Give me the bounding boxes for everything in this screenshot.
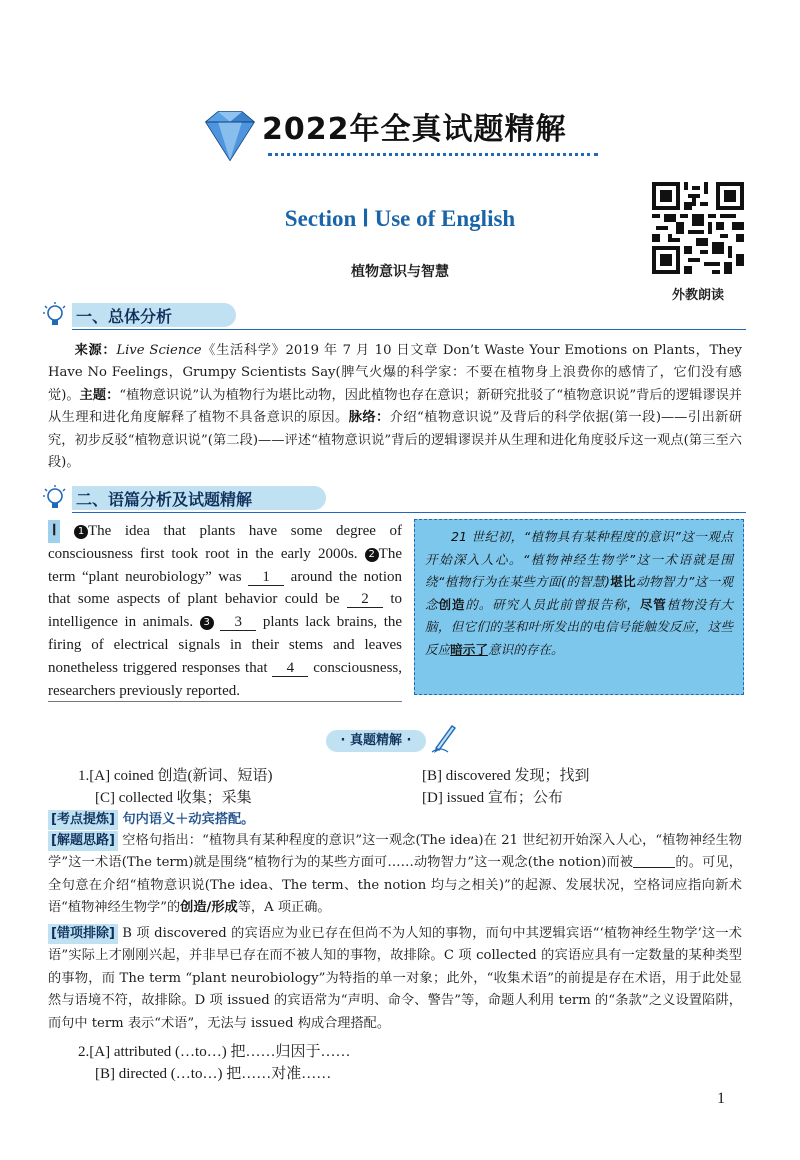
translation-box: 21 世纪初，“植物具有某种程度的意识”这一观点开始深入人心。“植物神经生物学”这一术语就是围绕“植物行为在某些方面(的智慧)堪比动物智力”这一观念创造的。研究人员此前曾报告称，尽管植物没有大脑，但它们的茎和叶所发出的电信号能触发反应，这些反应暗示了意识的存在。	[414, 519, 744, 695]
section-heading-label: 二、语篇分析及试题精解	[76, 490, 253, 509]
option-1a: 1.[A] coined 创造(新词、短语)	[78, 768, 273, 784]
page-number: 1	[717, 1090, 725, 1107]
option-1b: [B] discovered 发现；找到	[422, 768, 590, 784]
lightbulb-icon	[42, 484, 70, 512]
kaodian-line: [考点提炼] 句内语义＋动宾搭配。	[48, 808, 254, 830]
option-1d: [D] issued 宣布；公布	[422, 790, 563, 806]
pen-icon	[430, 722, 458, 754]
cloze-blank[interactable]: 4	[272, 660, 308, 677]
passage-paragraph-1: Ⅰ 1 The idea that plants have some degree of consciousness first took root in the early 2000s. 2 The term “plant neurobiology” was 1 around the notion that some aspects of plant behavior could be 2 to intelligence in animals. 3 3 plants lack brains, the firing of electrical signals in their stems and leaves nonetheless triggered responses that 4 consciousness, researchers previously reported.	[48, 520, 402, 702]
option-1c: [C] collected 收集；采集	[95, 790, 252, 806]
jieti-paragraph: [解题思路] 空格句指出：“植物具有某种程度的意识”这一观念(The idea)在 21 世纪初开始深入人心，“植物神经生物学”这一术语(The term)就是围绕“植物行为的某些方面可……动物智力”这一观念(the notion)而被 的。可见，全句意在介绍“植物意识说(The idea、The term、the notion 均与之相关)”的起源、发展状况，空格词应指向新术语“植物神经生物学”的创造/形成等，A 项正确。	[48, 833, 742, 916]
option-2b: [B] directed (…to…) 把……对准……	[95, 1066, 332, 1082]
section-heading-label: 一、总体分析	[76, 307, 173, 326]
qr-label: 外教朗读	[671, 288, 724, 303]
title-dotted-rule	[268, 153, 598, 156]
option-2a: 2.[A] attributed (…to…) 把……归因于……	[78, 1044, 351, 1060]
section-heading-overview	[42, 301, 746, 329]
sentence-number: 1	[74, 525, 88, 539]
passage-rule	[48, 701, 402, 702]
section-heading-analysis	[42, 484, 746, 512]
jieti-tag: [解题思路]	[48, 831, 118, 851]
sentence-number: 2	[365, 548, 379, 562]
answer-blank	[633, 855, 675, 868]
kaodian-tag: [考点提炼]	[48, 810, 118, 830]
lightbulb-icon	[42, 301, 70, 329]
qr-code[interactable]	[652, 182, 744, 274]
page-title: 2022年全真试题精解	[262, 112, 567, 147]
cloze-blank[interactable]: 3	[220, 614, 256, 631]
overview-paragraph: 来源：Live Science《生活科学》2019 年 7 月 10 日文章 Don’t Waste Your Emotions on Plants，They Have No Feelings，Grumpy Scientists Say(脾气火爆的科学家：不要在植物身上浪费你的感情了，它们没有感觉)。主题：“植物意识说”认为植物行为堪比动物，因此植物也存在意识；新研究批驳了“植物意识说”背后的逻辑谬误并从生理和进化角度解释了植物不具备意识的原因。脉络：介绍“植物意识说”及背后的科学依据(第一段)——引出新研究，初步反驳“植物意识说”(第二段)——评述“植物意识说”背后的逻辑谬误并从生理和进化角度驳斥这一观点(第三至六段)。	[48, 343, 743, 471]
sentence-number: 3	[200, 616, 214, 630]
passage-subtitle: 植物意识与智慧	[351, 264, 449, 280]
section-title: Section Ⅰ Use of English	[284, 206, 516, 231]
cloze-blank[interactable]: 1	[248, 569, 284, 586]
cuoxiang-paragraph: [错项排除] B 项 discovered 的宾语应为业已存在但尚不为人知的事物，而句中其逻辑宾语“‘植物神经生物学’这一术语”实际上才刚刚兴起，并非早已存在而不被人知的事物，故排除。C 项 collected 的宾语应具有一定数量的某种类型的事物，而 The term “plant neurobiology”为特指的单一对象；此外，“收集术语”的前提是存在术语，用于此处显然与语境不符，故排除。D 项 issued 的宾语常为“声明、命令、警告”等，命题人利用 term 的“条款”之义设置陷阱，而句中 term 表示“术语”，无法与 issued 构成合理搭配。	[48, 926, 742, 1031]
answer-key-badge: · 真题精解 ·	[326, 730, 426, 752]
cuoxiang-tag: [错项排除]	[48, 924, 118, 944]
paragraph-marker: Ⅰ	[48, 520, 60, 543]
cloze-blank[interactable]: 2	[347, 591, 383, 608]
diamond-icon	[198, 108, 262, 164]
